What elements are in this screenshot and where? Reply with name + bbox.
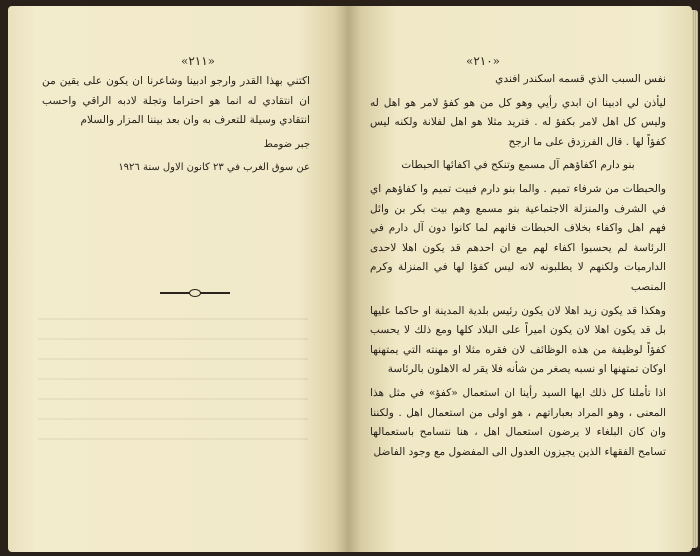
- paragraph: ليأذن لي ادبينا ان ابدي رأيي وهو كل من هو كفؤ لامر هو اهل له وليس كل اهل لامر بكفؤ له . فتريد مثلا هو اهل لفلانة ولكنه ليس كفؤاً لها . قال الفرزدق على ما ارجح: [370, 96, 666, 148]
- paragraph: والحبطات من شرفاء تميم . والما بنو دارم فبيت تميم وا كفاؤهم اي في الشرف والمنزلة الاجتماعية بنو مسمع وهم بيت بكر بن وائل فهم اهل واكفاء بخلاف الحبطات فانهم لما كانوا دون آل دارم في الرئاسة لم يحسبوا اكفاء لهم مع ان احدهم قد يكون اهلا لاحدى الدارميات ولكنهم لا يطلبونه لانه ليس كفؤا لها في المنزلة وكرم المنصب: [370, 182, 666, 293]
- open-book: [8, 6, 692, 552]
- page-number-left: «٢١١»: [180, 54, 216, 68]
- page-edges: [692, 10, 698, 548]
- verse-line: بنو دارم اكفاؤهم آل مسمع وتنكح في اكفائها الحبطات: [401, 159, 635, 172]
- left-page: [8, 6, 348, 552]
- show-through-text: [38, 306, 308, 456]
- paragraph: اذا تأملنا كل ذلك ايها السيد رأينا ان استعمال «كفؤ» في مثل هذا المعنى ، وهو المراد بعباراتهم ، هو اولى من استعمال اهل . ولكننا وان كان البلغاء لا يرضون استعمال اهل ، هنا نتسامح باستعمالها تسامح الفقهاء الذين يجيزون العدول الى المفضول مع وجود الفاضل: [370, 386, 666, 458]
- paragraph: وهكذا قد يكون زيد اهلا لان يكون رئيس بلدية المدينة او حاكما عليها بل قد يكون اهلا لان يكون اميراً على البلاد كلها ومع ذلك لا يحسب كفؤاً لوظيفة من هذه الوظائف لان فقره مثلا او مهنته التي يمتهنها اوكان تمتهنها او نسبه يصغر من شأنه فلا يقر له الاهلون بالرئاسة: [370, 304, 666, 376]
- date-line: عن سوق الغرب في ٢٣ كانون الاول سنة ١٩٢٦: [118, 162, 310, 174]
- ornament-knot: [189, 289, 201, 297]
- author-signature: جبر ضومط: [263, 138, 310, 150]
- right-page-body: [370, 70, 666, 466]
- paragraph: نفس السبب الذي قسمه اسكندر افندي: [495, 73, 666, 85]
- right-page: [348, 6, 692, 552]
- paragraph: اكتني بهذا القدر وارجو ادبينا وشاعرنا ان يكون على يقين من ان انتقادي له انما هو احتراما وتجلة لادبه الراقي واحسب انتقادي وسيلة للتعرف به وان بعد بيننا المزار والسلام: [42, 75, 310, 127]
- page-number-right: «٢١٠»: [465, 54, 501, 68]
- left-page-body: [42, 72, 310, 182]
- section-end-ornament: [160, 289, 230, 297]
